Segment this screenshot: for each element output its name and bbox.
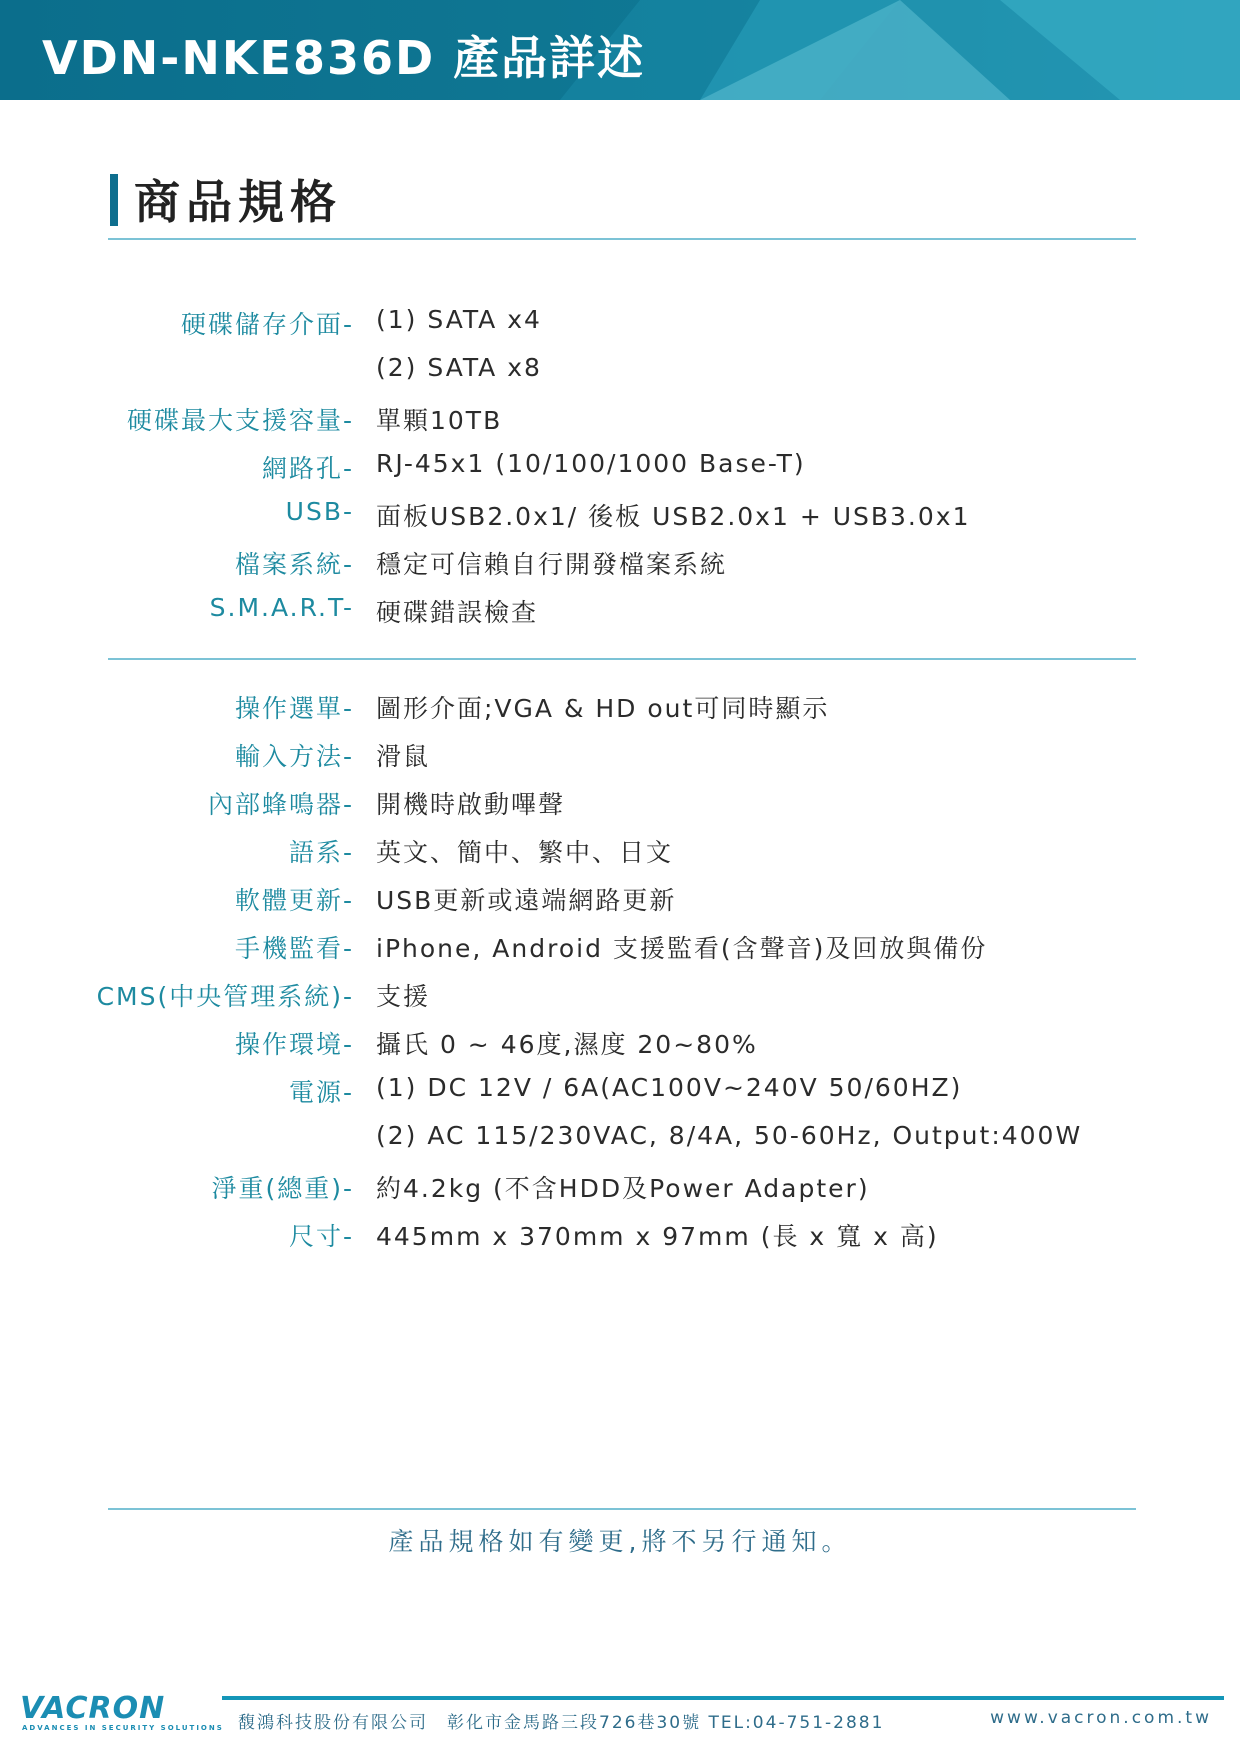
spec-value: iPhone, Android 支援監看(含聲音)及回放與備份 xyxy=(376,934,988,963)
group-divider xyxy=(108,658,1136,660)
vacron-logo: VACRON xyxy=(20,1691,166,1726)
spec-row xyxy=(0,401,1240,441)
spec-value: 穩定可信賴自行開發檔案系統 xyxy=(376,550,728,579)
spec-label: 硬碟最大支援容量- xyxy=(126,406,354,435)
spec-value: 滑鼠 xyxy=(376,742,431,771)
spec-row xyxy=(0,1073,1240,1113)
spec-row xyxy=(0,1169,1240,1209)
spec-change-notice: 產品規格如有變更,將不另行通知。 xyxy=(388,1527,852,1556)
spec-value: 單顆10TB xyxy=(376,406,503,435)
section-title: 商品規格 xyxy=(134,175,342,229)
spec-label: 內部蜂鳴器- xyxy=(207,790,354,819)
spec-value: 攝氏 0 ~ 46度,濕度 20~80% xyxy=(376,1030,758,1059)
spec-value: 硬碟錯誤檢查 xyxy=(376,598,539,627)
spec-value: 面板USB2.0x1/ 後板 USB2.0x1 + USB3.0x1 xyxy=(376,502,971,531)
spec-row xyxy=(0,1025,1240,1065)
spec-label: CMS(中央管理系統)- xyxy=(96,982,354,1011)
spec-row xyxy=(0,977,1240,1017)
spec-value: 約4.2kg (不含HDD及Power Adapter) xyxy=(376,1174,870,1203)
spec-row xyxy=(0,689,1240,729)
spec-label: USB- xyxy=(285,497,354,526)
spec-value: USB更新或遠端網路更新 xyxy=(376,886,677,915)
spec-value: 445mm x 370mm x 97mm (長 x 寬 x 高) xyxy=(376,1222,939,1251)
notice-divider xyxy=(108,1508,1136,1510)
spec-label: 網路孔- xyxy=(261,454,354,483)
spec-label: 操作選單- xyxy=(234,694,354,723)
spec-row xyxy=(0,305,1240,345)
spec-value: (1) DC 12V / 6A(AC100V~240V 50/60HZ) xyxy=(376,1073,963,1102)
spec-row xyxy=(0,833,1240,873)
spec-row xyxy=(0,785,1240,825)
spec-label: 輸入方法- xyxy=(234,742,354,771)
spec-row xyxy=(0,881,1240,921)
spec-row xyxy=(0,353,1240,393)
section-divider xyxy=(108,238,1136,240)
spec-label: 檔案系統- xyxy=(234,550,354,579)
spec-label: 尺寸- xyxy=(288,1222,354,1251)
spec-value: RJ-45x1 (10/100/1000 Base-T) xyxy=(376,449,806,478)
spec-label: 淨重(總重)- xyxy=(211,1174,354,1203)
spec-value: (2) SATA x8 xyxy=(376,353,542,382)
spec-row xyxy=(0,1217,1240,1257)
spec-label: 語系- xyxy=(288,838,354,867)
spec-row xyxy=(0,737,1240,777)
logo-tagline: ADVANCES IN SECURITY SOLUTIONS xyxy=(22,1724,224,1732)
header-banner xyxy=(0,0,1240,100)
footer-rule xyxy=(222,1696,1224,1700)
spec-label: 軟體更新- xyxy=(234,886,354,915)
footer-website: www.vacron.com.tw xyxy=(990,1708,1212,1728)
spec-label: 硬碟儲存介面- xyxy=(180,310,354,339)
spec-value: (2) AC 115/230VAC, 8/4A, 50-60Hz, Output:400W xyxy=(376,1121,1083,1150)
spec-value: (1) SATA x4 xyxy=(376,305,542,334)
spec-label: 操作環境- xyxy=(234,1030,354,1059)
spec-row xyxy=(0,1121,1240,1161)
spec-label: S.M.A.R.T- xyxy=(209,593,354,622)
spec-value: 支援 xyxy=(376,982,431,1011)
spec-row xyxy=(0,497,1240,537)
spec-value: 圖形介面;VGA & HD out可同時顯示 xyxy=(376,694,830,723)
footer-company-info: 馥鴻科技股份有限公司 彰化市金馬路三段726巷30號 TEL:04-751-2881 xyxy=(238,1713,885,1733)
spec-row xyxy=(0,929,1240,969)
page-title: VDN-NKE836D 產品詳述 xyxy=(42,31,646,85)
spec-value: 開機時啟動嗶聲 xyxy=(376,790,566,819)
spec-row xyxy=(0,593,1240,633)
spec-row xyxy=(0,545,1240,585)
section-accent-bar xyxy=(110,174,118,226)
spec-row xyxy=(0,449,1240,489)
spec-label: 電源- xyxy=(288,1078,354,1107)
spec-label: 手機監看- xyxy=(234,934,354,963)
spec-value: 英文、簡中、繁中、日文 xyxy=(376,838,674,867)
